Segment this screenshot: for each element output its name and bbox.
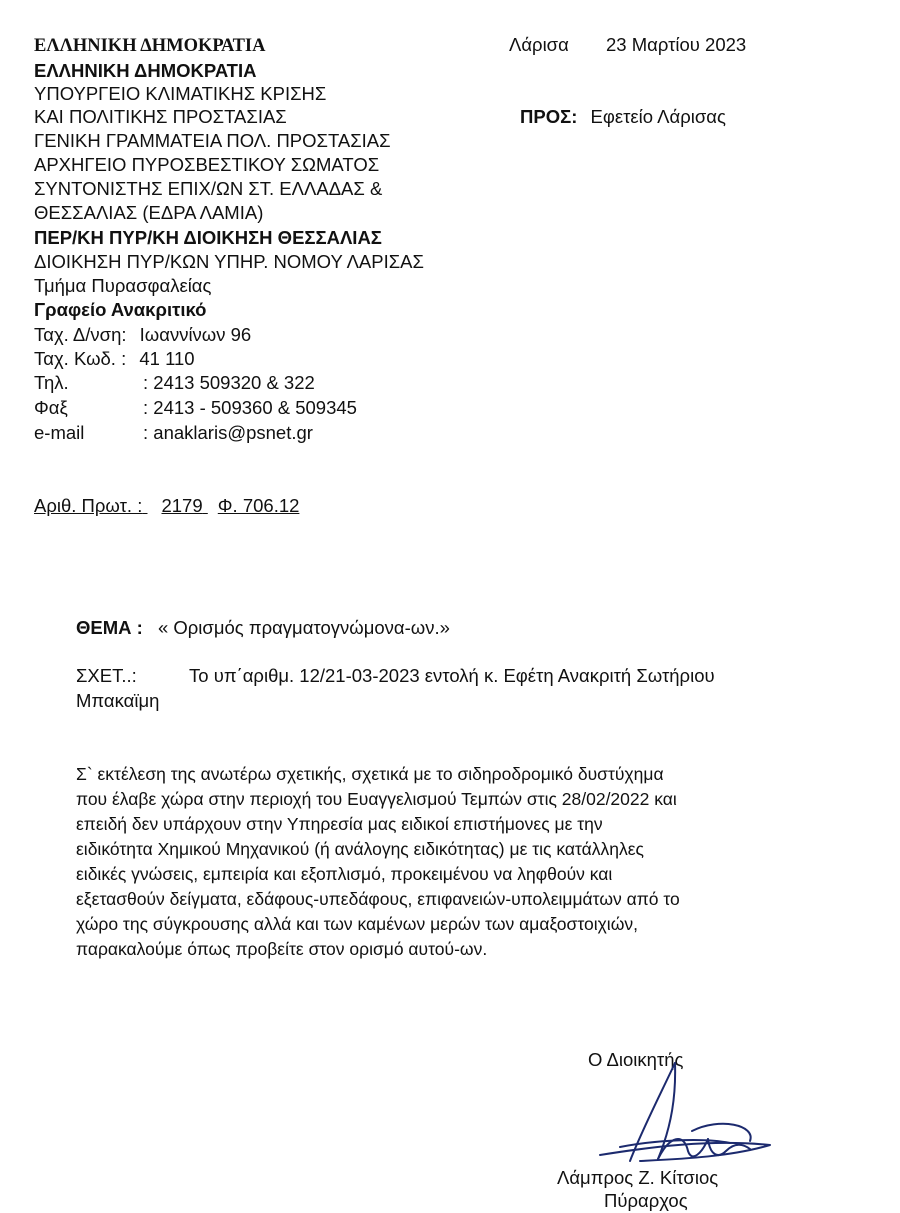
protocol-number xyxy=(34,494,299,518)
reference-line-1: Το υπ΄αριθμ. 12/21-03-2023 εντολή κ. Εφέτη Ανακριτή Σωτήριου xyxy=(189,665,715,686)
larisa-command: ΔΙΟΙΚΗΣΗ ΠΥΡ/ΚΩΝ ΥΠΗΡ. ΝΟΜΟΥ ΛΑΡΙΣΑΣ xyxy=(34,251,424,272)
body-line: παρακαλούμε όπως προβείτε στον ορισμό αυτού-ων. xyxy=(76,939,488,959)
body-line: ειδικές γνώσεις, εμπειρία και εξοπλισμό, προκειμένου να ληφθούν και xyxy=(76,864,613,884)
signatory-name: Λάμπρος Ζ. Κίτσιος xyxy=(557,1167,719,1188)
recipient xyxy=(520,105,726,129)
regional-command: ΠΕΡ/ΚΗ ΠΥΡ/ΚΗ ΔΙΟΙΚΗΣΗ ΘΕΣΣΑΛΙΑΣ xyxy=(34,227,382,248)
address-label: Ταχ. Δ/νση: xyxy=(34,324,127,345)
recipient-value: Εφετείο Λάρισας xyxy=(590,106,726,127)
office: Γραφείο Ανακριτικό xyxy=(34,299,207,320)
postcode-row xyxy=(34,347,195,371)
coordinator-line-1: ΣΥΝΤΟΝΙΣΤΗΣ ΕΠΙΧ/ΩΝ ΣΤ. ΕΛΛΑΔΑΣ & xyxy=(34,178,383,199)
phone-label: Τηλ. xyxy=(34,372,69,393)
place: Λάρισα xyxy=(509,34,569,55)
fax-label: Φαξ xyxy=(34,397,68,418)
subject-value: « Ορισμός πραγματογνώμονα-ων.» xyxy=(157,617,450,638)
fire-service-hq: ΑΡΧΗΓΕΙΟ ΠΥΡΟΣΒΕΣΤΙΚΟΥ ΣΩΜΑΤΟΣ xyxy=(34,154,380,175)
protocol-file: Φ. 706.12 xyxy=(217,495,300,516)
body-line: ειδικότητα Χημικού Μηχανικού (ή ανάλογης ειδικότητας) με τις κατάλληλες xyxy=(76,839,644,859)
state-title-serif: ΕΛΛΗΝΙΚΗ ΔΗΜΟΚΡΑΤΙΑ xyxy=(34,36,266,56)
address-value: Ιωαννίνων 96 xyxy=(139,324,252,345)
email-label: e-mail xyxy=(34,422,85,443)
body-line: χώρο της σύγκρουσης αλλά και των καμένων μερών των αμαξοστοιχιών, xyxy=(76,914,638,934)
subject xyxy=(76,616,450,640)
postcode-value: 41 110 xyxy=(139,348,195,369)
subject-label: ΘΕΜΑ : xyxy=(76,617,143,638)
signatory-role: Ο Διοικητής xyxy=(588,1049,684,1070)
ministry-line-2: ΚΑΙ ΠΟΛΙΤΙΚΗΣ ΠΡΟΣΤΑΣΙΑΣ xyxy=(34,106,287,127)
signatory-rank: Πύραρχος xyxy=(604,1190,688,1211)
protocol-value: 2179 xyxy=(161,495,203,516)
date: 23 Μαρτίου 2023 xyxy=(606,34,747,55)
fax-value: : 2413 - 509360 & 509345 xyxy=(143,397,357,418)
address-row xyxy=(34,323,251,347)
email-value: : anaklaris@psnet.gr xyxy=(143,422,313,443)
handwritten-signature xyxy=(580,1055,780,1175)
state-title: ΕΛΛΗΝΙΚΗ ΔΗΜΟΚΡΑΤΙΑ xyxy=(34,60,257,81)
phone-value: : 2413 509320 & 322 xyxy=(143,372,315,393)
body-line: εξετασθούν δείγματα, εδάφους-υπεδάφους, επιφανειών-υπολειμμάτων από το xyxy=(76,889,680,909)
coordinator-line-2: ΘΕΣΣΑΛΙΑΣ (ΕΔΡΑ ΛΑΜΙΑ) xyxy=(34,202,264,223)
ministry-line-1: ΥΠΟΥΡΓΕΙΟ ΚΛΙΜΑΤΙΚΗΣ ΚΡΙΣΗΣ xyxy=(34,83,327,104)
body-line: που έλαβε χώρα στην περιοχή του Ευαγγελισμού Τεμπών στις 28/02/2022 και xyxy=(76,789,677,809)
protocol-label: Αριθ. Πρωτ. : xyxy=(34,495,143,516)
body-line: επειδή δεν υπάρχουν στην Υπηρεσία μας ειδικοί επιστήμονες με την xyxy=(76,814,603,834)
reference-label: ΣΧΕΤ..: xyxy=(76,665,137,686)
body-line: Σ` εκτέλεση της ανωτέρω σχετικής, σχετικά με το σιδηροδρομικό δυστύχημα xyxy=(76,764,664,784)
postcode-label: Ταχ. Κωδ. : xyxy=(34,348,127,369)
department: Τμήμα Πυρασφαλείας xyxy=(34,275,212,296)
reference-line-2: Μπακαϊμη xyxy=(76,690,160,711)
recipient-label: ΠΡΟΣ: xyxy=(520,106,578,127)
general-secretariat: ΓΕΝΙΚΗ ΓΡΑΜΜΑΤΕΙΑ ΠΟΛ. ΠΡΟΣΤΑΣΙΑΣ xyxy=(34,130,391,151)
